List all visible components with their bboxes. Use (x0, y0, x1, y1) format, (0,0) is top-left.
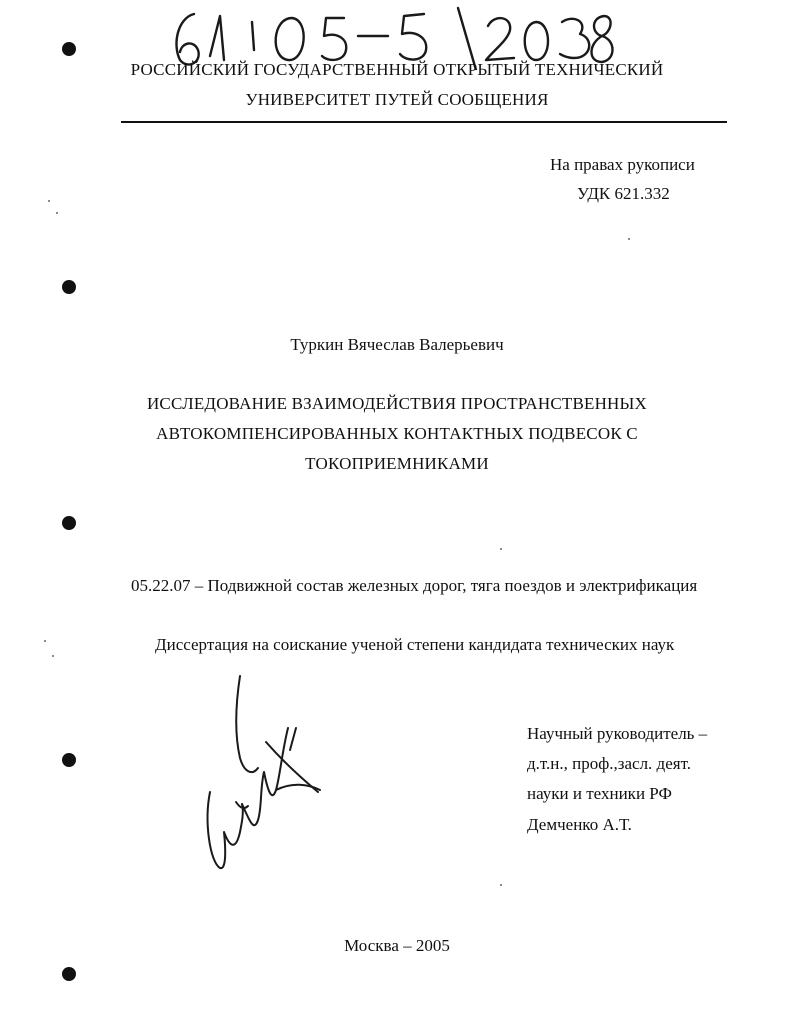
title-line-1: ИССЛЕДОВАНИЕ ВЗАИМОДЕЙСТВИЯ ПРОСТРАНСТВЕННЫХ (146, 394, 648, 413)
supervisor-line-3: науки и техники РФ (527, 784, 672, 803)
title-line-3: ТОКОПРИЕМНИКАМИ (305, 454, 489, 473)
degree-statement: Диссертация на соискание ученой степени кандидата технических наук (155, 635, 675, 654)
manuscript-note: На правах рукописи (550, 155, 695, 174)
binder-hole-1 (62, 42, 76, 56)
header-line-2: УНИВЕРСИТЕТ ПУТЕЙ СООБЩЕНИЯ (245, 90, 549, 109)
udk-code: УДК 621.332 (577, 184, 670, 203)
binder-hole-5 (62, 967, 76, 981)
binder-hole-3 (62, 516, 76, 530)
specialty-code: 05.22.07 – Подвижной состав железных дорог, тяга поездов и электрификация (131, 576, 698, 595)
scan-speck (48, 200, 50, 202)
binder-hole-4 (62, 753, 76, 767)
supervisor-line-1: Научный руководитель – (527, 724, 708, 743)
title-line-2: АВТОКОМПЕНСИРОВАННЫХ КОНТАКТНЫХ ПОДВЕСОК С (156, 424, 638, 443)
scan-speck (56, 212, 58, 214)
header-divider (121, 121, 727, 123)
scan-speck (500, 548, 502, 550)
signature (196, 672, 336, 882)
scan-speck (500, 884, 502, 886)
supervisor-line-4: Демченко А.Т. (527, 815, 632, 834)
scan-speck (44, 640, 46, 642)
supervisor-line-2: д.т.н., проф.,засл. деят. (527, 754, 691, 773)
scan-speck (628, 238, 630, 240)
binder-hole-2 (62, 280, 76, 294)
author-name: Туркин Вячеслав Валерьевич (290, 335, 504, 354)
scan-speck (52, 655, 54, 657)
header-line-1: РОССИЙСКИЙ ГОСУДАРСТВЕННЫЙ ОТКРЫТЫЙ ТЕХНИЧЕСКИЙ (130, 60, 664, 79)
city-year: Москва – 2005 (344, 936, 450, 955)
